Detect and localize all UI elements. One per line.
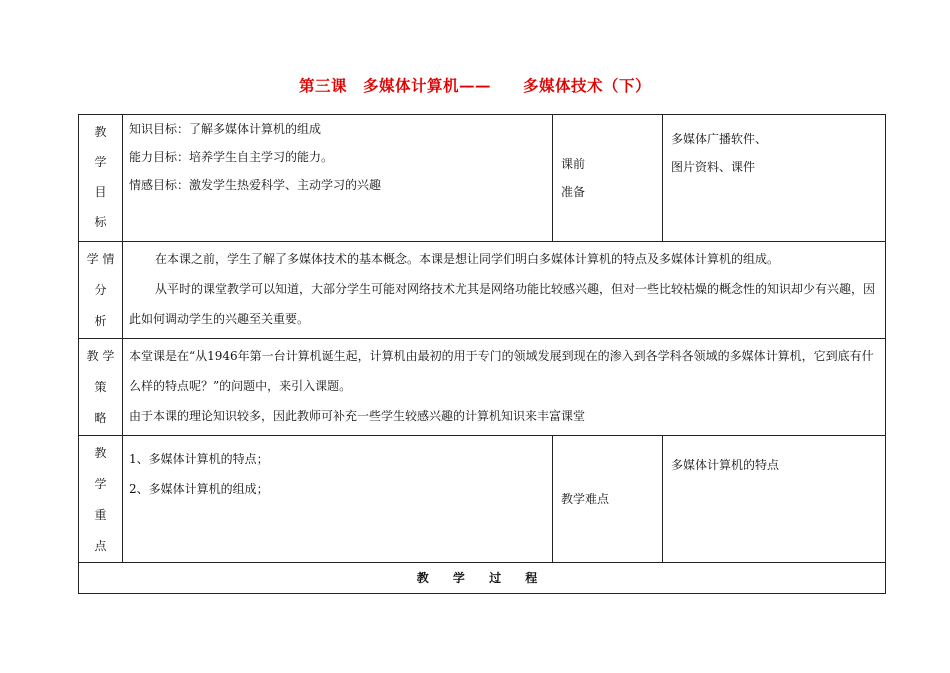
strategy-row — [79, 339, 886, 436]
focus-item: 2、多媒体计算机的组成； — [129, 482, 269, 496]
analysis-paragraph: 从平时的课堂教学可以知道，大部分学生可能对网络技术尤其是网络功能比较感兴趣，但对一些比较枯燥的概念性的知识却少有兴趣，因此如何调动学生的兴趣至关重要。 — [129, 282, 876, 326]
difficulty-label: 教学难点 — [553, 436, 663, 563]
prep-content: 多媒体广播软件、 图片资料、课件 — [663, 115, 886, 242]
goals-row — [79, 115, 886, 242]
focus-row — [79, 436, 886, 563]
strategy-content — [123, 339, 886, 436]
page-title: 第三课 多媒体计算机—— 多媒体技术（下） — [298, 76, 651, 95]
analysis-paragraph: 在本课之前，学生了解了多媒体技术的基本概念。本课是想让同学们明白多媒体计算机的特点及多媒体计算机的组成。 — [155, 252, 780, 266]
goals-label: 教 学 目 标 — [79, 115, 123, 242]
goals-content — [123, 115, 553, 242]
lesson-plan-table — [78, 114, 886, 594]
analysis-row — [79, 242, 886, 339]
focus-content — [123, 436, 553, 563]
knowledge-goal: 知识目标：了解多媒体计算机的组成 — [129, 122, 322, 136]
focus-label: 教 学 重 点 — [79, 436, 123, 563]
analysis-label: 学 情 分 析 — [79, 242, 123, 339]
strategy-label: 教 学 策 略 — [79, 339, 123, 436]
strategy-paragraph: 由于本课的理论知识较多，因此教师可补充一些学生较感兴趣的计算机知识来丰富课堂 — [129, 409, 586, 423]
analysis-content — [123, 242, 886, 339]
process-row — [79, 563, 886, 594]
prep-label: 课前 准备 — [553, 115, 663, 242]
emotion-goal: 情感目标：激发学生热爱科学、主动学习的兴趣 — [129, 178, 382, 192]
difficulty-content: 多媒体计算机的特点 — [663, 436, 886, 563]
process-header: 教 学 过 程 — [79, 563, 886, 594]
ability-goal: 能力目标：培养学生自主学习的能力。 — [129, 150, 334, 164]
focus-item: 1、多媒体计算机的特点； — [129, 452, 269, 466]
strategy-paragraph: 本堂课是在“从1946年第一台计算机诞生起，计算机由最初的用于专门的领域发展到现在的渗入到各学科各领域的多媒体计算机，它到底有什么样的特点呢？”的问题中，来引入课题。 — [129, 349, 874, 393]
